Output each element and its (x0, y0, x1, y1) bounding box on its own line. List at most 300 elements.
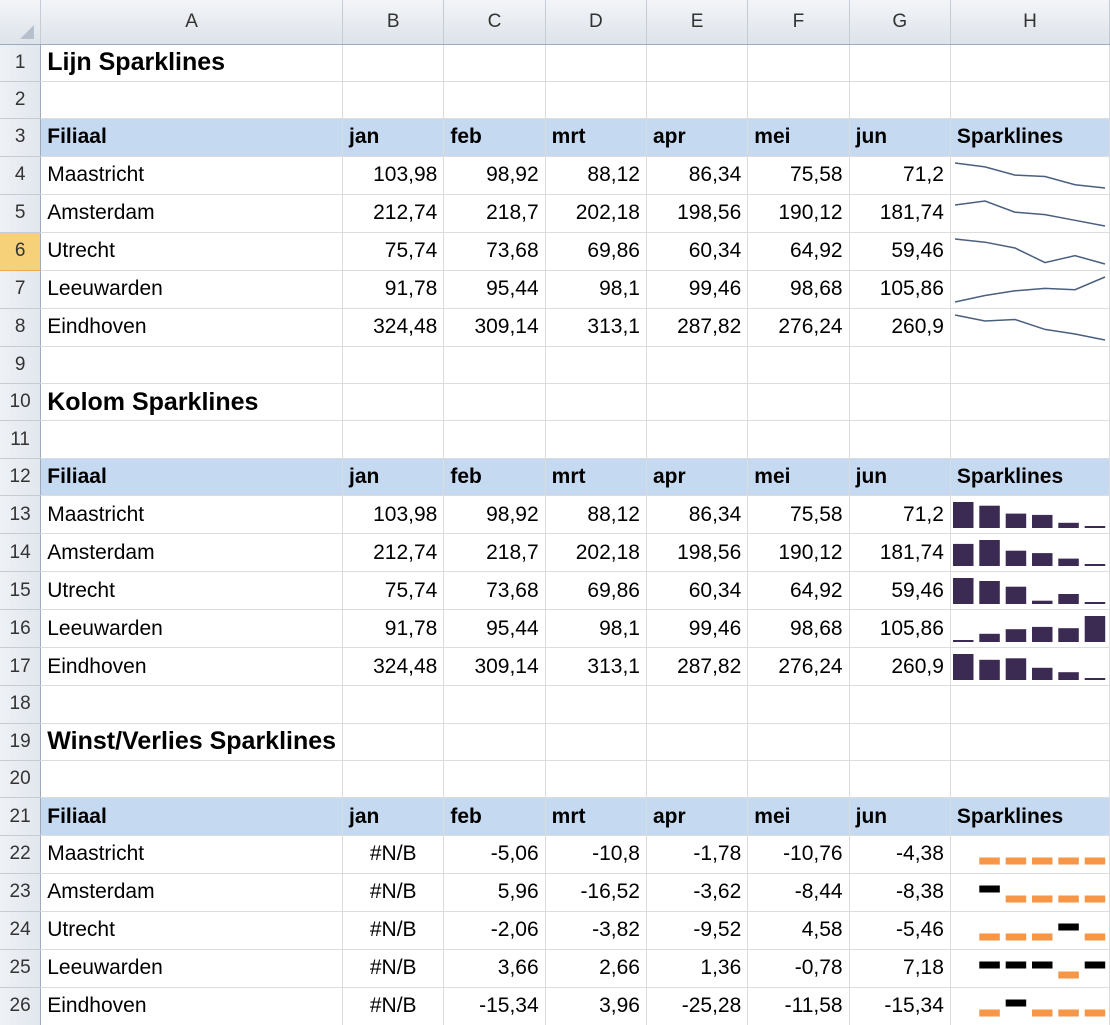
sparkline-cell[interactable] (950, 835, 1109, 873)
row-header[interactable]: 17 (0, 648, 41, 686)
sparkline-column-bar (953, 544, 974, 566)
column-header-row (0, 0, 1110, 44)
value-cell[interactable]: 95,44 (444, 270, 545, 308)
sparkline-cell[interactable] (950, 194, 1109, 232)
sparkline-cell[interactable] (950, 156, 1109, 194)
header-cell[interactable]: apr (646, 119, 747, 156)
empty-cell[interactable] (444, 44, 545, 81)
value-cell[interactable]: 98,92 (444, 156, 545, 194)
empty-cell[interactable] (343, 723, 444, 760)
header-cell[interactable]: feb (444, 119, 545, 156)
empty-cell[interactable] (849, 761, 950, 798)
value-cell[interactable]: 59,46 (849, 232, 950, 270)
value-cell[interactable]: 1,36 (646, 949, 747, 987)
column-header-b[interactable]: B (343, 0, 444, 44)
value-cell[interactable]: 260,9 (849, 308, 950, 346)
winloss-sparkline (951, 836, 1109, 873)
header-cell[interactable]: Filiaal (41, 119, 343, 156)
value-cell[interactable]: 276,24 (748, 308, 849, 346)
sparkline-loss-marker (979, 857, 1000, 864)
value-cell[interactable]: -9,52 (646, 911, 747, 949)
empty-cell[interactable] (950, 686, 1109, 723)
empty-cell[interactable] (748, 81, 849, 118)
sparkline-column-bar (1058, 672, 1079, 680)
value-cell[interactable]: 218,7 (444, 194, 545, 232)
empty-cell[interactable] (646, 44, 747, 81)
empty-cell[interactable] (343, 346, 444, 383)
empty-cell[interactable] (646, 346, 747, 383)
row-header[interactable]: 2 (0, 81, 41, 118)
value-cell[interactable]: 88,12 (545, 156, 646, 194)
branch-name-cell[interactable]: Leeuwarden (41, 270, 343, 308)
empty-cell[interactable] (41, 81, 343, 118)
value-cell[interactable]: 181,74 (849, 534, 950, 572)
empty-row (0, 686, 1110, 723)
value-cell[interactable]: #N/B (343, 949, 444, 987)
empty-cell[interactable] (646, 421, 747, 458)
value-cell[interactable]: #N/B (343, 835, 444, 873)
value-cell[interactable]: 73,68 (444, 572, 545, 610)
branch-name-cell[interactable]: Utrecht (41, 232, 343, 270)
sparkline-loss-marker (1032, 933, 1053, 940)
empty-cell[interactable] (646, 686, 747, 723)
value-cell[interactable]: 181,74 (849, 194, 950, 232)
sparkline-win-marker (1085, 961, 1106, 968)
sparkline-win-marker (979, 885, 1000, 892)
header-cell[interactable]: Sparklines (950, 119, 1109, 156)
value-cell[interactable]: -25,28 (646, 987, 747, 1025)
table-row (0, 496, 1110, 534)
value-cell[interactable]: -1,78 (646, 835, 747, 873)
empty-cell[interactable] (646, 384, 747, 421)
value-cell[interactable]: 324,48 (343, 648, 444, 686)
value-cell[interactable]: 276,24 (748, 648, 849, 686)
value-cell[interactable]: -3,82 (545, 911, 646, 949)
value-cell[interactable]: -0,78 (748, 949, 849, 987)
table-row (0, 194, 1110, 232)
sparkline-column-bar (1006, 514, 1026, 528)
empty-cell[interactable] (545, 761, 646, 798)
row-header[interactable]: 24 (0, 911, 41, 949)
value-cell[interactable]: 98,1 (545, 610, 646, 648)
value-cell[interactable]: 3,96 (545, 987, 646, 1025)
value-cell[interactable]: #N/B (343, 873, 444, 911)
sparkline-loss-marker (1032, 857, 1053, 864)
empty-cell[interactable] (545, 421, 646, 458)
value-cell[interactable]: 60,34 (646, 232, 747, 270)
value-cell[interactable]: 7,18 (849, 949, 950, 987)
row-header[interactable]: 18 (0, 686, 41, 723)
sparkline-column-bar (979, 634, 1000, 642)
empty-cell[interactable] (646, 761, 747, 798)
empty-cell[interactable] (748, 384, 849, 421)
sparkline-column-bar (1006, 587, 1026, 604)
branch-name-cell[interactable]: Eindhoven (41, 308, 343, 346)
value-cell[interactable]: 5,96 (444, 873, 545, 911)
value-cell[interactable]: -8,44 (748, 873, 849, 911)
winloss-sparkline (951, 988, 1109, 1025)
select-all-corner[interactable] (0, 0, 41, 44)
empty-cell[interactable] (748, 346, 849, 383)
sparkline-series-line (955, 239, 1105, 264)
empty-cell[interactable] (748, 44, 849, 81)
value-cell[interactable]: 190,12 (748, 194, 849, 232)
header-cell[interactable]: feb (444, 458, 545, 495)
value-cell[interactable]: 99,46 (646, 610, 747, 648)
header-cell[interactable]: jun (849, 798, 950, 835)
empty-cell[interactable] (849, 384, 950, 421)
sparkline-cell[interactable] (950, 572, 1109, 610)
value-cell[interactable]: 69,86 (545, 572, 646, 610)
value-cell[interactable]: 198,56 (646, 194, 747, 232)
sparkline-column-bar (1032, 627, 1053, 642)
value-cell[interactable]: 3,66 (444, 949, 545, 987)
value-cell[interactable]: 105,86 (849, 270, 950, 308)
sparkline-loss-marker (1006, 933, 1026, 940)
row-header[interactable]: 20 (0, 761, 41, 798)
value-cell[interactable]: 202,18 (545, 534, 646, 572)
header-cell[interactable]: Filiaal (41, 458, 343, 495)
section-title[interactable]: Kolom Sparklines (41, 384, 343, 421)
row-header[interactable]: 8 (0, 308, 41, 346)
winloss-sparkline (951, 912, 1109, 949)
value-cell[interactable]: 95,44 (444, 610, 545, 648)
header-cell[interactable]: mei (748, 458, 849, 495)
value-cell[interactable]: 103,98 (343, 496, 444, 534)
row-header[interactable]: 23 (0, 873, 41, 911)
line-sparkline (951, 157, 1109, 194)
sparkline-cell[interactable] (950, 949, 1109, 987)
value-cell[interactable]: 69,86 (545, 232, 646, 270)
sparkline-column-bar (1085, 602, 1106, 604)
sparkline-cell[interactable] (950, 534, 1109, 572)
row-header[interactable]: 11 (0, 421, 41, 458)
empty-cell[interactable] (343, 81, 444, 118)
sparkline-column-bar (1032, 668, 1053, 680)
line-sparkline (951, 309, 1109, 346)
header-cell[interactable]: Sparklines (950, 458, 1109, 495)
value-cell[interactable]: 64,92 (748, 572, 849, 610)
branch-name-cell[interactable]: Maastricht (41, 156, 343, 194)
row-header[interactable]: 15 (0, 572, 41, 610)
empty-cell[interactable] (41, 686, 343, 723)
empty-cell[interactable] (950, 384, 1109, 421)
row-header[interactable]: 5 (0, 194, 41, 232)
sparkline-cell[interactable] (950, 911, 1109, 949)
sparkline-column-bar (1058, 559, 1079, 566)
value-cell[interactable]: 75,58 (748, 496, 849, 534)
branch-name-cell[interactable]: Utrecht (41, 911, 343, 949)
header-cell[interactable]: jan (343, 119, 444, 156)
header-cell[interactable]: jun (849, 119, 950, 156)
empty-cell[interactable] (444, 346, 545, 383)
empty-cell[interactable] (444, 384, 545, 421)
table-row (0, 648, 1110, 686)
header-cell[interactable]: mrt (545, 119, 646, 156)
column-header-h[interactable]: H (950, 0, 1109, 44)
empty-cell[interactable] (41, 421, 343, 458)
value-cell[interactable]: 98,68 (748, 270, 849, 308)
row-header[interactable]: 13 (0, 496, 41, 534)
empty-cell[interactable] (41, 346, 343, 383)
row-header[interactable]: 12 (0, 458, 41, 495)
sparkline-cell[interactable] (950, 610, 1109, 648)
value-cell[interactable]: 212,74 (343, 534, 444, 572)
value-cell[interactable]: -15,34 (849, 987, 950, 1025)
value-cell[interactable]: 287,82 (646, 308, 747, 346)
branch-name-cell[interactable]: Utrecht (41, 572, 343, 610)
row-header[interactable]: 4 (0, 156, 41, 194)
value-cell[interactable]: -3,62 (646, 873, 747, 911)
sparkline-series-line (955, 315, 1105, 340)
section-title[interactable]: Lijn Sparklines (41, 44, 343, 81)
branch-name-cell[interactable]: Leeuwarden (41, 949, 343, 987)
value-cell[interactable]: -5,46 (849, 911, 950, 949)
value-cell[interactable]: 260,9 (849, 648, 950, 686)
value-cell[interactable]: #N/B (343, 911, 444, 949)
sparkline-win-marker (979, 961, 1000, 968)
select-all-triangle-icon (20, 25, 34, 39)
value-cell[interactable]: 202,18 (545, 194, 646, 232)
sparkline-win-marker (1006, 961, 1026, 968)
empty-cell[interactable] (444, 761, 545, 798)
header-cell[interactable]: mei (748, 119, 849, 156)
table-row (0, 911, 1110, 949)
empty-cell[interactable] (849, 81, 950, 118)
sparkline-cell[interactable] (950, 270, 1109, 308)
value-cell[interactable]: -10,76 (748, 835, 849, 873)
value-cell[interactable]: 86,34 (646, 496, 747, 534)
value-cell[interactable]: 71,2 (849, 156, 950, 194)
empty-cell[interactable] (444, 81, 545, 118)
empty-cell[interactable] (646, 723, 747, 760)
empty-cell[interactable] (748, 723, 849, 760)
value-cell[interactable]: -15,34 (444, 987, 545, 1025)
sparkline-column-bar (979, 506, 1000, 528)
empty-cell[interactable] (849, 44, 950, 81)
branch-name-cell[interactable]: Leeuwarden (41, 610, 343, 648)
value-cell[interactable]: 99,46 (646, 270, 747, 308)
empty-cell[interactable] (343, 44, 444, 81)
column-header-e[interactable]: E (646, 0, 747, 44)
value-cell[interactable]: 190,12 (748, 534, 849, 572)
sparkline-cell[interactable] (950, 232, 1109, 270)
header-cell[interactable]: apr (646, 458, 747, 495)
header-cell[interactable]: mrt (545, 798, 646, 835)
value-cell[interactable]: 73,68 (444, 232, 545, 270)
empty-cell[interactable] (748, 421, 849, 458)
table-row (0, 270, 1110, 308)
row-header[interactable]: 14 (0, 534, 41, 572)
value-cell[interactable]: 198,56 (646, 534, 747, 572)
sparkline-loss-marker (1032, 1009, 1053, 1016)
value-cell[interactable]: 60,34 (646, 572, 747, 610)
section-title-row (0, 44, 1110, 81)
header-cell[interactable]: jan (343, 798, 444, 835)
branch-name-cell[interactable]: Amsterdam (41, 534, 343, 572)
row-header[interactable]: 21 (0, 798, 41, 835)
value-cell[interactable]: 59,46 (849, 572, 950, 610)
value-cell[interactable]: 4,58 (748, 911, 849, 949)
value-cell[interactable]: #N/B (343, 987, 444, 1025)
header-cell[interactable]: jun (849, 458, 950, 495)
table-row (0, 534, 1110, 572)
value-cell[interactable]: 75,74 (343, 572, 444, 610)
empty-cell[interactable] (950, 723, 1109, 760)
value-cell[interactable]: -11,58 (748, 987, 849, 1025)
empty-cell[interactable] (444, 686, 545, 723)
value-cell[interactable]: 218,7 (444, 534, 545, 572)
value-cell[interactable]: -4,38 (849, 835, 950, 873)
empty-cell[interactable] (343, 761, 444, 798)
winloss-sparkline (951, 950, 1109, 987)
sparkline-loss-marker (1058, 857, 1079, 864)
empty-cell[interactable] (545, 346, 646, 383)
branch-name-cell[interactable]: Eindhoven (41, 987, 343, 1025)
sparkline-loss-marker (1006, 857, 1026, 864)
empty-cell[interactable] (444, 421, 545, 458)
value-cell[interactable]: 75,74 (343, 232, 444, 270)
branch-name-cell[interactable]: Eindhoven (41, 648, 343, 686)
sparkline-cell[interactable] (950, 648, 1109, 686)
table-row (0, 949, 1110, 987)
table-row (0, 610, 1110, 648)
header-cell[interactable]: Filiaal (41, 798, 343, 835)
value-cell[interactable]: 91,78 (343, 610, 444, 648)
empty-cell[interactable] (343, 686, 444, 723)
sparkline-win-marker (1058, 923, 1079, 930)
empty-cell[interactable] (748, 686, 849, 723)
empty-cell[interactable] (41, 761, 343, 798)
value-cell[interactable]: -5,06 (444, 835, 545, 873)
value-cell[interactable]: 71,2 (849, 496, 950, 534)
value-cell[interactable]: -8,38 (849, 873, 950, 911)
column-header-g[interactable]: G (849, 0, 950, 44)
value-cell[interactable]: 2,66 (545, 949, 646, 987)
branch-name-cell[interactable]: Amsterdam (41, 194, 343, 232)
row-header[interactable]: 10 (0, 384, 41, 421)
row-header[interactable]: 3 (0, 119, 41, 156)
empty-cell[interactable] (545, 723, 646, 760)
sparkline-cell[interactable] (950, 987, 1109, 1025)
empty-cell[interactable] (444, 723, 545, 760)
header-cell[interactable]: jan (343, 458, 444, 495)
value-cell[interactable]: -16,52 (545, 873, 646, 911)
empty-cell[interactable] (646, 81, 747, 118)
row-header[interactable]: 19 (0, 723, 41, 760)
column-header-c[interactable]: C (444, 0, 545, 44)
empty-row (0, 761, 1110, 798)
sparkline-column-bar (1032, 553, 1053, 566)
branch-name-cell[interactable]: Maastricht (41, 835, 343, 873)
column-header-f[interactable]: F (748, 0, 849, 44)
row-header[interactable]: 16 (0, 610, 41, 648)
empty-cell[interactable] (748, 761, 849, 798)
row-header[interactable]: 26 (0, 987, 41, 1025)
value-cell[interactable]: 91,78 (343, 270, 444, 308)
sparkline-cell[interactable] (950, 496, 1109, 534)
row-header[interactable]: 25 (0, 949, 41, 987)
column-header-a[interactable]: A (41, 0, 343, 44)
value-cell[interactable]: 98,1 (545, 270, 646, 308)
sparkline-series-line (955, 277, 1105, 302)
table-header-row (0, 798, 1110, 835)
branch-name-cell[interactable]: Maastricht (41, 496, 343, 534)
empty-cell[interactable] (849, 346, 950, 383)
column-header-d[interactable]: D (545, 0, 646, 44)
value-cell[interactable]: -10,8 (545, 835, 646, 873)
sparkline-cell[interactable] (950, 873, 1109, 911)
empty-cell[interactable] (343, 384, 444, 421)
value-cell[interactable]: 103,98 (343, 156, 444, 194)
row-header[interactable]: 6 (0, 232, 41, 270)
sparkline-cell[interactable] (950, 308, 1109, 346)
value-cell[interactable]: 88,12 (545, 496, 646, 534)
empty-cell[interactable] (545, 686, 646, 723)
empty-cell[interactable] (545, 81, 646, 118)
sparkline-column-bar (953, 640, 974, 642)
line-sparkline (951, 233, 1109, 270)
header-cell[interactable]: mrt (545, 458, 646, 495)
header-cell[interactable]: feb (444, 798, 545, 835)
row-header[interactable]: 9 (0, 346, 41, 383)
value-cell[interactable]: 313,1 (545, 308, 646, 346)
empty-cell[interactable] (950, 346, 1109, 383)
value-cell[interactable]: 313,1 (545, 648, 646, 686)
value-cell[interactable]: 309,14 (444, 308, 545, 346)
row-header[interactable]: 7 (0, 270, 41, 308)
value-cell[interactable]: -2,06 (444, 911, 545, 949)
row-header[interactable]: 22 (0, 835, 41, 873)
value-cell[interactable]: 287,82 (646, 648, 747, 686)
column-sparkline (951, 610, 1109, 647)
header-cell[interactable]: Sparklines (950, 798, 1109, 835)
empty-cell[interactable] (950, 421, 1109, 458)
empty-cell[interactable] (545, 44, 646, 81)
empty-row (0, 346, 1110, 383)
empty-cell[interactable] (950, 761, 1109, 798)
value-cell[interactable]: 98,68 (748, 610, 849, 648)
header-cell[interactable]: apr (646, 798, 747, 835)
sparkline-column-bar (1085, 564, 1106, 566)
table-row (0, 987, 1110, 1025)
empty-cell[interactable] (950, 81, 1109, 118)
value-cell[interactable]: 75,58 (748, 156, 849, 194)
empty-cell[interactable] (950, 44, 1109, 81)
value-cell[interactable]: 105,86 (849, 610, 950, 648)
header-cell[interactable]: mei (748, 798, 849, 835)
empty-cell[interactable] (849, 723, 950, 760)
row-header[interactable]: 1 (0, 44, 41, 81)
empty-cell[interactable] (545, 384, 646, 421)
value-cell[interactable]: 64,92 (748, 232, 849, 270)
winloss-sparkline (951, 874, 1109, 911)
value-cell[interactable]: 86,34 (646, 156, 747, 194)
empty-row (0, 81, 1110, 118)
branch-name-cell[interactable]: Amsterdam (41, 873, 343, 911)
sparkline-column-bar (1058, 594, 1079, 604)
section-title[interactable]: Winst/Verlies Sparklines (41, 723, 343, 760)
sparkline-loss-marker (1085, 1009, 1106, 1016)
empty-cell[interactable] (343, 421, 444, 458)
value-cell[interactable]: 309,14 (444, 648, 545, 686)
empty-cell[interactable] (849, 686, 950, 723)
value-cell[interactable]: 98,92 (444, 496, 545, 534)
empty-cell[interactable] (849, 421, 950, 458)
table-row (0, 156, 1110, 194)
value-cell[interactable]: 212,74 (343, 194, 444, 232)
value-cell[interactable]: 324,48 (343, 308, 444, 346)
